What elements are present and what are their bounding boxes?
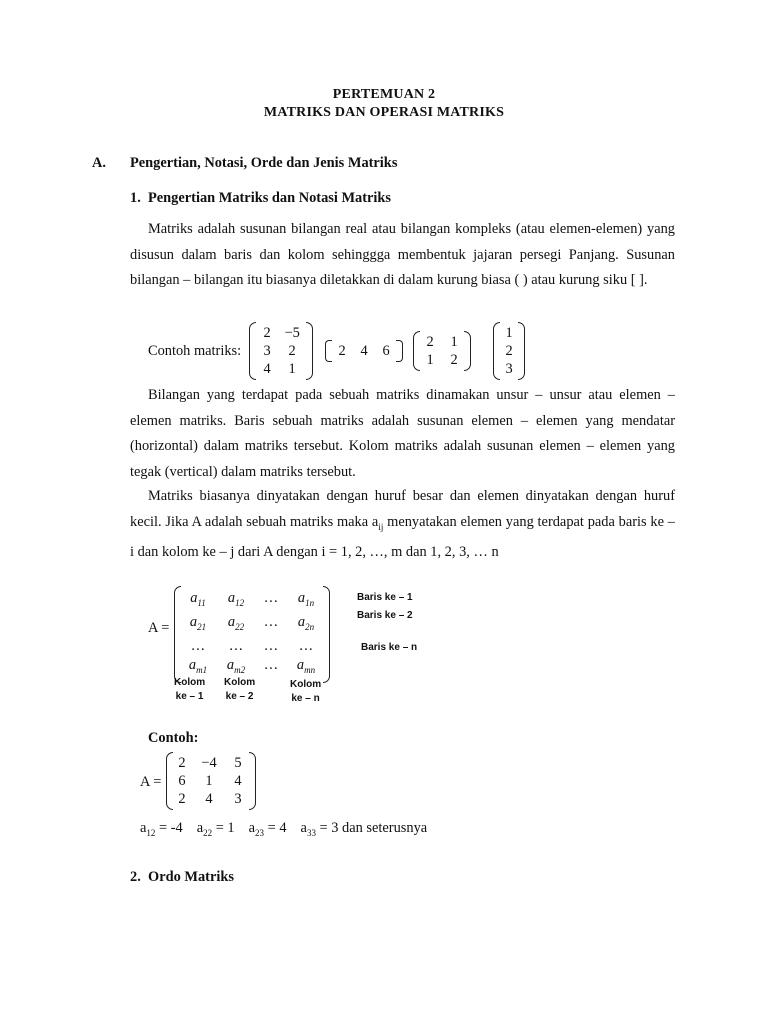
matrix-cell: $a_{m2}$ bbox=[226, 656, 246, 675]
matrix-cell: $a_{m1}$ bbox=[188, 656, 208, 675]
col-label-1: Kolom ke – 1 bbox=[174, 677, 206, 702]
paragraph-elements: Bilangan yang terdapat pada sebuah matriks dinamakan unsur – unsur atau elemen – elemen matriks. Baris sebuah matriks adalah susunan elemen – elemen yang mendatar (horizontal) dalam matriks tersebut. Kolom matriks adalah susunan elemen – elemen yang tegak (vertical) dalam matriks tersebut. bbox=[130, 387, 675, 480]
example-matrix-1x3: 2 4 6 bbox=[325, 340, 403, 362]
element-a23: $a_{23} = 4$ bbox=[248, 820, 287, 838]
matrix-cell: … bbox=[263, 590, 279, 606]
matrix-cell: … bbox=[263, 656, 279, 673]
row-label-1: Baris ke – 1 bbox=[357, 592, 413, 603]
contoh-heading: Contoh: bbox=[148, 730, 199, 746]
matrix-cell: $a_{12}$ bbox=[227, 590, 245, 608]
row-label-n: Baris ke – n bbox=[361, 642, 418, 653]
subsection2-title: Ordo Matriks bbox=[148, 869, 234, 885]
element-a33: $a_{33} = 3$ dan seterusnya bbox=[300, 820, 428, 838]
example-matrix-2x2: 2 1 1 2 bbox=[413, 331, 471, 371]
matrix-examples bbox=[148, 322, 525, 380]
paragraph-notation: Matriks biasanya dinyatakan dengan huruf besar dan elemen dinyatakan dengan huruf kecil. Jika A adalah sebuah matriks maka $a_{ij}$ menyatakan elemen yang terdapat pada baris ke – i dan kolom ke – j dari A dengan i = 1, 2, …, m dan 1, 2, 3, … n bbox=[130, 488, 675, 560]
section-title: Pengertian, Notasi, Orde dan Jenis Matriks bbox=[130, 155, 398, 171]
example-matrix-3x1: 1 2 3 bbox=[493, 322, 525, 380]
matrix-cell: $a_{1n}$ bbox=[297, 590, 315, 608]
subsection-title: Pengertian Matriks dan Notasi Matriks bbox=[148, 190, 392, 206]
matrix-cell: $a_{22}$ bbox=[227, 613, 245, 632]
matrix-cell: … bbox=[263, 613, 279, 630]
contoh-matriks-label: Contoh matriks: bbox=[148, 342, 242, 359]
matrix-cell: … bbox=[190, 637, 206, 654]
section-letter: A. bbox=[92, 155, 106, 171]
paragraph-definition: Matriks adalah susunan bilangan real atau bilangan kompleks (atau elemen-elemen) yang disusun dalam baris dan kolom sehinggga membentuk jajaran persegi Panjang. Susunan bilangan – bilangan itu biasanya diletakkan di dalam kurung biasa ( ) atau kurung siku [ ]. bbox=[130, 221, 675, 288]
element-a12: $a_{12} = -4$ bbox=[140, 820, 183, 838]
subsection-number: 1. bbox=[130, 190, 141, 206]
page-title-line2: MATRIKS DAN OPERASI MATRIKS bbox=[263, 105, 505, 120]
matrix-cell: $a_{21}$ bbox=[189, 613, 207, 632]
col-label-n: Kolom ke – n bbox=[290, 679, 322, 704]
contoh-matrix: 2 −4 5 6 1 4 2 4 3 bbox=[166, 752, 256, 810]
contoh-lhs: A = bbox=[140, 774, 162, 790]
matrix-cell: … bbox=[263, 637, 279, 654]
matrix-cell: $a_{mn}$ bbox=[296, 656, 316, 675]
element-a22: $a_{22} = 1$ bbox=[196, 820, 235, 838]
example-matrix-3x2: 2 −5 3 2 4 1 bbox=[249, 322, 313, 380]
contoh-elements bbox=[140, 820, 427, 838]
row-label-2: Baris ke – 2 bbox=[357, 610, 413, 621]
subsection2-number: 2. bbox=[130, 869, 141, 885]
col-label-2: Kolom ke – 2 bbox=[224, 677, 256, 702]
general-matrix bbox=[174, 586, 330, 683]
matrix-cell: $a_{11}$ bbox=[190, 590, 206, 608]
matrix-cell: … bbox=[228, 637, 244, 654]
page-title-line1: PERTEMUAN 2 bbox=[332, 87, 436, 102]
general-matrix-lhs: A = bbox=[148, 620, 170, 636]
matrix-cell: … bbox=[298, 637, 314, 654]
matrix-cell: $a_{2n}$ bbox=[297, 613, 315, 632]
